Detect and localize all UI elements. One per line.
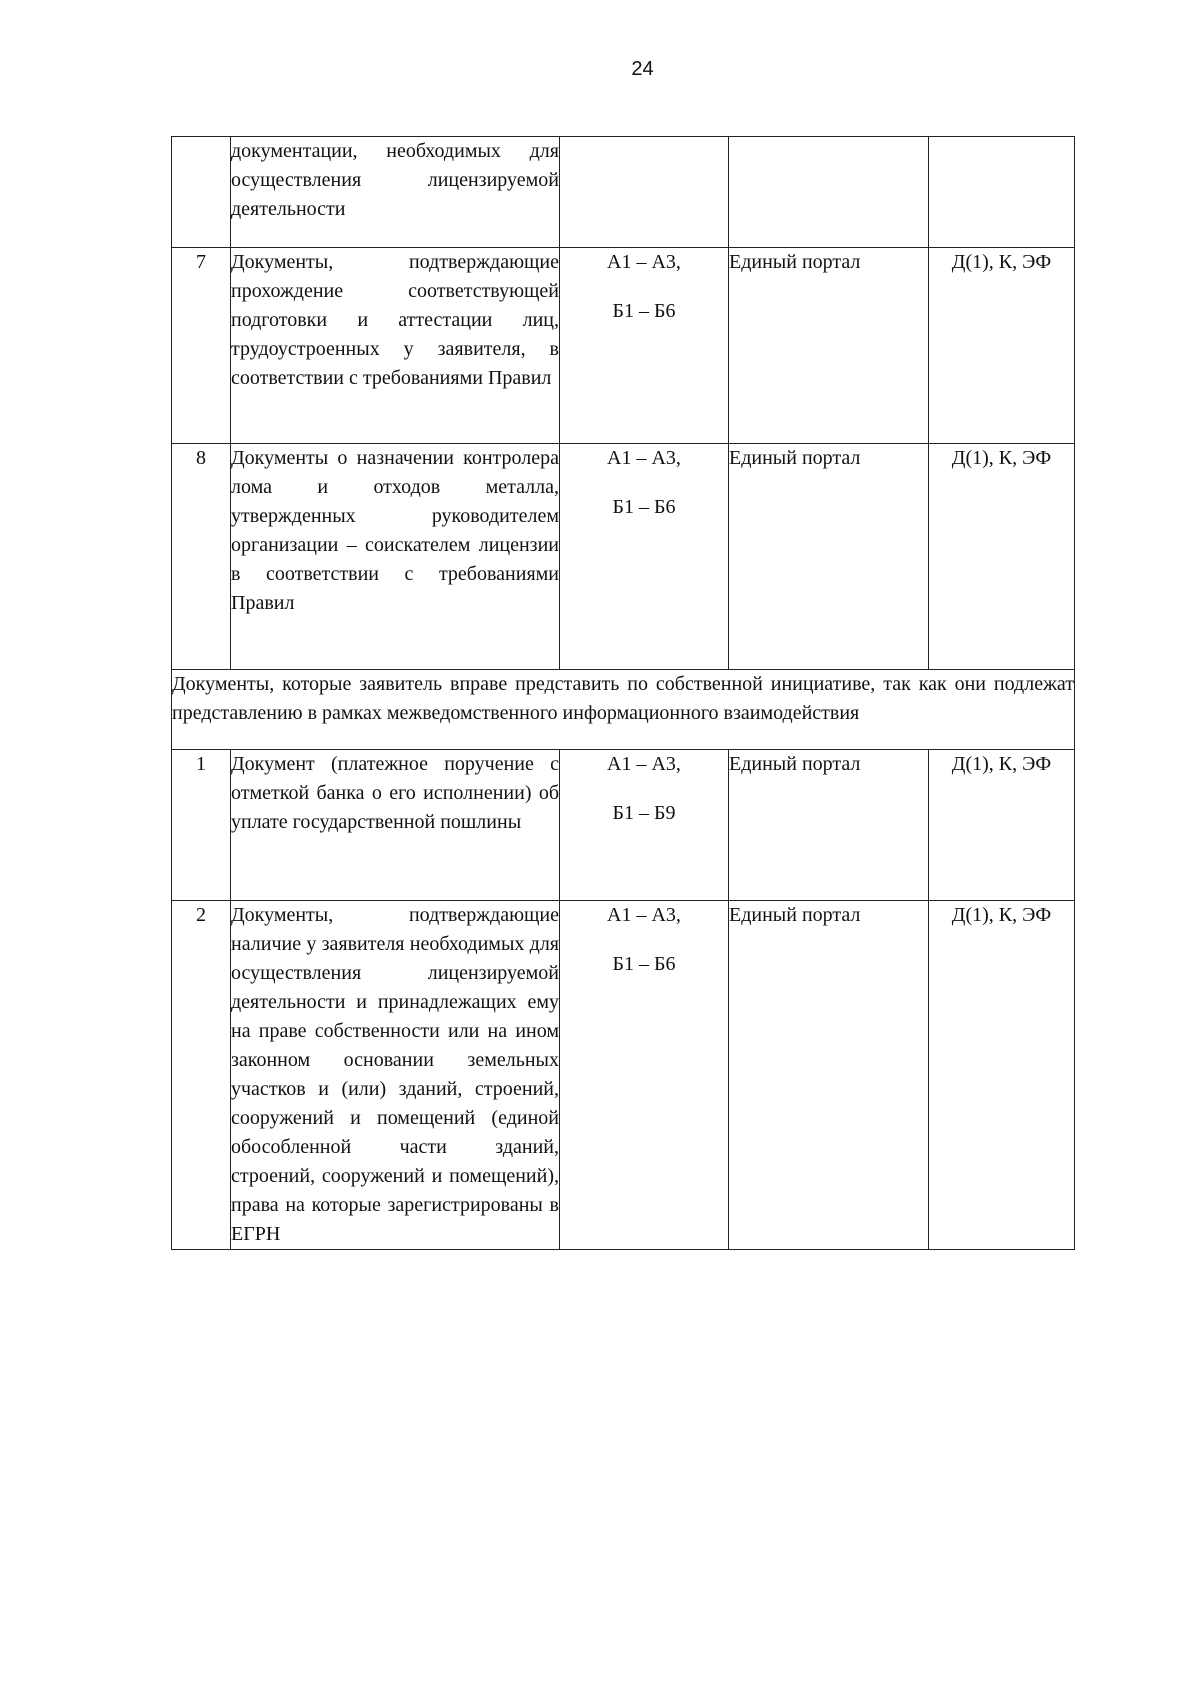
row-format: Д(1), К, ЭФ — [929, 750, 1075, 901]
row-codes — [560, 137, 729, 248]
table-row — [172, 750, 1075, 901]
row-description: Документы, подтверждающие прохождение соответствующей подготовки и аттестации лиц, трудоустроенных у заявителя, в соответствии с требованиями Правил — [231, 248, 560, 444]
code-a: А1 – А3, — [607, 753, 681, 775]
code-b: Б1 – Б6 — [612, 496, 676, 518]
row-number: 1 — [172, 750, 231, 901]
row-description: Документы, подтверждающие наличие у заявителя необходимых для осуществления лицензируемой деятельности и принадлежащих ему на праве собственности или на ином законном основании земельных участков и (или) зданий, строений, сооружений и помещений (единой обособленной части зданий, строений, сооружений и помещений), права на которые зарегистрированы в ЕГРН — [231, 901, 560, 1250]
row-number — [172, 137, 231, 248]
row-source: Единый портал — [729, 248, 929, 444]
code-a: А1 – А3, — [607, 904, 681, 926]
row-codes — [560, 444, 729, 670]
documents-table — [171, 136, 1075, 1250]
row-codes — [560, 901, 729, 1250]
row-format — [929, 137, 1075, 248]
code-b: Б1 – Б9 — [612, 802, 676, 824]
row-description: документации, необходимых для осуществления лицензируемой деятельности — [231, 137, 560, 248]
row-format: Д(1), К, ЭФ — [929, 248, 1075, 444]
code-b: Б1 – Б6 — [612, 953, 676, 975]
table-row — [172, 444, 1075, 670]
row-source — [729, 137, 929, 248]
code-a: А1 – А3, — [607, 251, 681, 273]
row-codes — [560, 248, 729, 444]
section-heading: Документы, которые заявитель вправе представить по собственной инициативе, так как они подлежат представлению в рамках межведомственного информационного взаимодействия — [172, 670, 1075, 750]
row-codes — [560, 750, 729, 901]
code-b: Б1 – Б6 — [612, 300, 676, 322]
row-format: Д(1), К, ЭФ — [929, 444, 1075, 670]
row-description: Документы о назначении контролера лома и отходов металла, утвержденных руководителем организации – соискателем лицензии в соответствии с требованиями Правил — [231, 444, 560, 670]
table-row — [172, 137, 1075, 248]
row-format: Д(1), К, ЭФ — [929, 901, 1075, 1250]
page-number: 24 — [631, 58, 654, 80]
row-number: 8 — [172, 444, 231, 670]
row-number: 2 — [172, 901, 231, 1250]
table-row — [172, 901, 1075, 1250]
table-row — [172, 248, 1075, 444]
row-source: Единый портал — [729, 750, 929, 901]
section-heading-row — [172, 670, 1075, 750]
row-source: Единый портал — [729, 901, 929, 1250]
row-source: Единый портал — [729, 444, 929, 670]
code-a: А1 – А3, — [607, 447, 681, 469]
row-number: 7 — [172, 248, 231, 444]
row-description: Документ (платежное поручение с отметкой банка о его исполнении) об уплате государственной пошлины — [231, 750, 560, 901]
